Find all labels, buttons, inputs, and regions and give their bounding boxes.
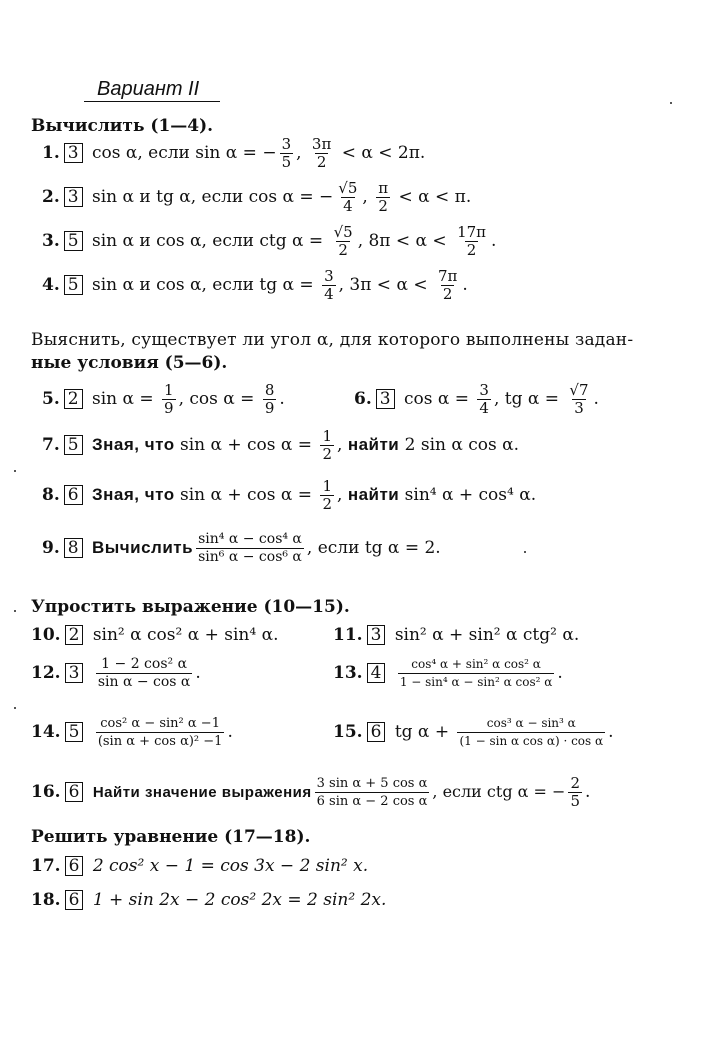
scan-speck [670,102,672,104]
heading-simplify: Упростить выражение (10—15). [31,597,350,617]
points-box: 5 [64,275,83,295]
problem-9: 9. 8 Вычислить $\frac{\text{sin⁴ α − cos⁴ α}}{\text{sin⁶ α − cos⁶ α}}$ , если tg α = 2. [42,531,441,565]
scan-speck [14,610,16,612]
points-box: 6 [65,890,84,910]
fraction: $\frac{7\pi}{2}$ [438,267,458,303]
problem-7: 7. 5 Зная, что sin α + cos α = $\frac{1}{2}$ , найти 2 sin α cos α. [42,427,520,463]
fraction: $\frac{\text{1 − 2 cos² α}}{\text{sin α − cos α}}$ [97,656,191,690]
fraction: $\frac{1}{2}$ [322,427,332,463]
points-box: 2 [64,389,83,409]
points-box: 6 [367,722,386,742]
fraction: $\frac{3\pi}{2}$ [311,135,332,171]
problem-12: 12. 3 $\frac{\text{1 − 2 cos² α}}{\text{sin α − cos α}}$ . [31,656,201,690]
title-underline [84,101,220,102]
points-box: 3 [367,625,386,645]
heading-compute: Вычислить (1—4). [31,116,214,136]
fraction: $\frac{3}{5}$ [281,135,292,171]
fraction: $\frac{3}{4}$ [324,267,334,303]
problem-10: 10. 2 sin² α cos² α + sin⁴ α. [31,625,279,645]
fraction: $\frac{\text{cos³ α − sin³ α}}{\text{(1 − sin α cos α) · cos α}}$ [459,716,604,748]
points-box: 3 [65,663,84,683]
points-box: 5 [64,435,83,455]
points-box: 8 [64,538,83,558]
problem-11: 11. 3 sin² α + sin² α ctg² α. [333,625,580,645]
fraction: $\frac{1}{2}$ [322,477,332,513]
scan-speck [524,551,526,553]
points-box: 6 [64,485,83,505]
fraction: $\frac{1}{9}$ [164,381,174,417]
heading-exists-line1: Выяснить, существует ли угол α, для которого выполнены задан- [31,330,634,350]
points-box: 6 [65,856,84,876]
fraction: $\frac{8}{9}$ [264,381,275,417]
variant-title: Вариант II [97,78,200,100]
problem-2: 2. 3 sin α и tg α, если cos α = − $\frac{√5}{4}$ , $\frac{\pi}{2}$ < α < π. [42,179,472,215]
fraction: $\frac{\text{sin⁴ α − cos⁴ α}}{\text{sin⁶ α − cos⁶ α}}$ [198,531,302,565]
points-box: 5 [65,722,84,742]
problem-13: 13. 4 $\frac{\text{cos⁴ α + sin² α cos² α}}{\text{1 − sin⁴ α − sin² α cos² α}}$ . [333,657,563,689]
points-box: 4 [367,663,386,683]
fraction: $\frac{2}{5}$ [570,774,580,810]
points-box: 5 [64,231,83,251]
problem-8: 8. 6 Зная, что sin α + cos α = $\frac{1}{2}$ , найти sin⁴ α + cos⁴ α. [42,477,537,513]
problem-16: 16. 6 Найти значение выражения $\frac{\text{3 sin α + 5 cos α}}{\text{6 sin α − 2 cos α}}$ , если ctg α = − $\frac{2}{5}$ . [31,774,591,810]
problem-15: 15. 6 tg α + $\frac{\text{cos³ α − sin³ α}}{\text{(1 − sin α cos α) · cos α}}$ . [333,716,614,748]
fraction: $\frac{3}{4}$ [479,381,489,417]
fraction: $\frac{√7}{3}$ [569,381,589,417]
points-box: 6 [65,782,84,802]
fraction: $\frac{17\pi}{2}$ [457,223,487,259]
problem-3: 3. 5 sin α и cos α, если ctg α = $\frac{√5}{2}$ , 8π < α < $\frac{17\pi}{2}$ . [42,223,497,259]
problem-4: 4. 5 sin α и cos α, если tg α = $\frac{3}{4}$ , 3π < α < $\frac{7\pi}{2}$ . [42,267,468,303]
scan-speck [14,707,16,709]
fraction: $\frac{\text{cos² α − sin² α −1}}{\text{(sin α + cos α)² −1}}$ [97,716,223,749]
fraction: $\frac{\text{cos⁴ α + sin² α cos² α}}{\text{1 − sin⁴ α − sin² α cos² α}}$ [399,657,553,689]
problem-14: 14. 5 $\frac{\text{cos² α − sin² α −1}}{\text{(sin α + cos α)² −1}}$ . [31,716,233,749]
points-box: 3 [64,143,83,163]
scan-speck [14,470,16,472]
fraction: $\frac{\text{3 sin α + 5 cos α}}{\text{6 sin α − 2 cos α}}$ [316,776,428,809]
fraction: $\frac{√5}{2}$ [333,223,353,259]
problem-5: 5. 2 sin α = $\frac{1}{9}$ , cos α = $\frac{8}{9}$ . [42,381,285,417]
points-box: 3 [376,389,395,409]
heading-exists-line2: ные условия (5—6). [31,353,228,373]
problem-18: 18. 6 1 + sin 2x − 2 cos² 2x = 2 sin² 2x. [31,890,387,910]
problem-17: 17. 6 2 cos² x − 1 = cos 3x − 2 sin² x. [31,856,369,876]
problem-6: 6. 3 cos α = $\frac{3}{4}$ , tg α = $\frac{√7}{3}$ . [354,381,599,417]
fraction: $\frac{√5}{4}$ [338,179,358,215]
fraction: $\frac{\pi}{2}$ [378,179,389,215]
points-box: 2 [65,625,84,645]
points-box: 3 [64,187,83,207]
heading-solve: Решить уравнение (17—18). [31,827,311,847]
problem-1: 1. 3 cos α, если sin α = − $\frac{3}{5}$ , $\frac{3\pi}{2}$ < α < 2π. [42,135,426,171]
